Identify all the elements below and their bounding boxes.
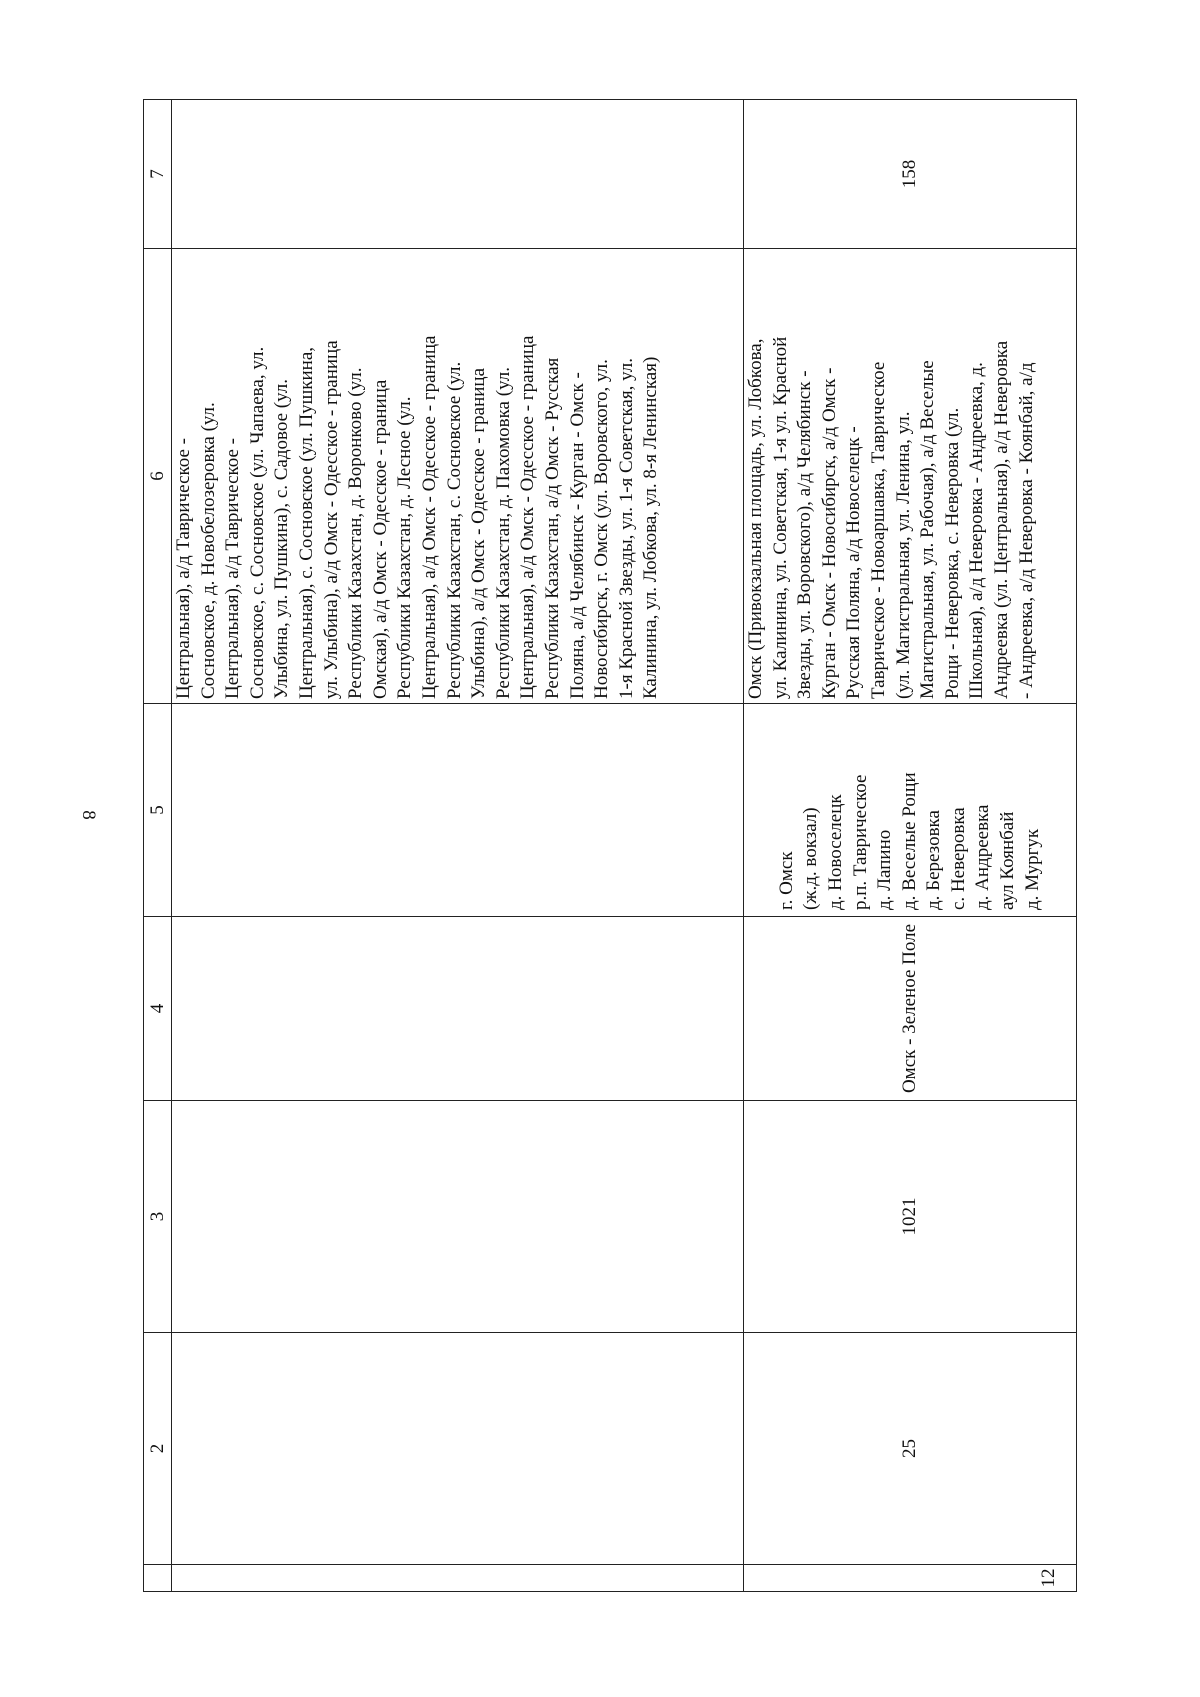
route-line: ул. Улыбина), а/д Омск - Одесское - граница xyxy=(320,340,342,699)
header-row xyxy=(144,100,172,1592)
col3-cell xyxy=(172,1101,744,1333)
stops-cell xyxy=(744,704,1077,917)
route-line: Улыбина, ул. Пушкина), с. Садовое (ул. xyxy=(271,378,293,699)
header-cell-6: 6 xyxy=(144,249,172,704)
route-line: 1-я Красной Звезды, ул. 1-я Советская, ул. xyxy=(615,358,637,699)
route-name-cell: Омск - Зеленое Поле xyxy=(744,917,1077,1101)
stop-item: д. Андреевка xyxy=(972,804,994,910)
route-line: Новосибирск, г. Омск (ул. Воровского, ул. xyxy=(591,359,613,699)
route-line: - Андреевка, а/д Неверовка - Коянбай, а/д xyxy=(1015,362,1037,699)
table-row xyxy=(172,100,744,1592)
stop-item: р.п. Таврическое xyxy=(849,774,871,910)
header-cell-5: 5 xyxy=(144,704,172,917)
route-line: Центральная), с. Сосновское (ул. Пушкина, xyxy=(295,346,317,699)
col2-cell xyxy=(172,1333,744,1565)
header-cell-7: 7 xyxy=(144,100,172,249)
route-line: Омск (Привокзальная площадь, ул. Лобкова, xyxy=(745,338,766,699)
route-line: Школьная), а/д Неверовка - Андреевка, д. xyxy=(966,362,988,699)
route-line: Звезды, ул. Воровского), а/д Челябинск - xyxy=(794,370,816,699)
route-number: 12 xyxy=(1038,1568,1060,1588)
route-line: Калинина, ул. Лобкова, ул. 8-я Ленинская) xyxy=(640,356,662,699)
col2-cell: 25 xyxy=(744,1333,1077,1565)
stop-item: д. Лапино xyxy=(874,829,896,910)
header-cell-2: 2 xyxy=(144,1333,172,1565)
route-line: (ул. Магистральная, ул. Ленина, ул. xyxy=(892,411,914,699)
col3-cell: 1021 xyxy=(744,1101,1077,1333)
stops-cell xyxy=(172,704,744,917)
header-cell-1 xyxy=(144,1565,172,1592)
route-line: Республики Казахстан, д. Воронково (ул. xyxy=(345,367,367,699)
header-cell-3: 3 xyxy=(144,1101,172,1333)
route-line: Поляна, а/д Челябинск - Курган - Омск - xyxy=(566,372,588,699)
col7-cell: 158 xyxy=(744,100,1077,249)
stop-item: д. Новоселецк xyxy=(824,794,846,910)
stop-item: г. Омск xyxy=(775,851,797,910)
route-line: Центральная), а/д Омск - Одесское - граница xyxy=(517,335,539,699)
stop-item: д. Березовка xyxy=(923,810,945,910)
route-line: Андреевка (ул. Центральная), а/д Неверовка xyxy=(990,340,1012,699)
stop-item: с. Неверовка xyxy=(947,807,969,910)
route-number-cell xyxy=(744,1565,1077,1592)
route-line: Республики Казахстан, д. Лесное (ул. xyxy=(394,396,416,699)
route-line: Рощи - Неверовка, с. Неверовка (ул. xyxy=(941,407,963,699)
route-name-cell xyxy=(172,917,744,1101)
col7-cell xyxy=(172,100,744,249)
stop-item: (ж.д. вокзал) xyxy=(800,807,822,910)
route-line: ул. Калинина, ул. Советская, 1-я ул. Красной xyxy=(769,336,791,699)
stop-item: аул Коянбай xyxy=(997,811,1019,910)
route-line: Таврическое - Новоаршавка, Таврическое xyxy=(867,361,889,699)
route-line: Улыбина), а/д Омск - Одесское - граница xyxy=(468,367,490,699)
route-line: Республики Казахстан, д. Пахомовка (ул. xyxy=(492,367,514,699)
stop-item: д. Веселые Рощи xyxy=(898,772,920,910)
route-line: Центральная), а/д Таврическое - xyxy=(173,437,194,699)
route-number-cell xyxy=(172,1565,744,1592)
route-line: Русская Поляна, а/д Новоселецк - xyxy=(843,426,865,699)
route-line: Сосновское, с. Сосновское (ул. Чапаева, ул. xyxy=(246,346,268,699)
route-line: Магистральная, ул. Рабочая), а/д Веселые xyxy=(917,360,939,699)
route-description-cell xyxy=(744,249,1077,704)
header-cell-4: 4 xyxy=(144,917,172,1101)
table-row xyxy=(744,100,1077,1592)
route-line: Республики Казахстан, с. Сосновское (ул. xyxy=(443,361,465,699)
route-schedule-table xyxy=(143,99,1077,1592)
stop-item: д. Мургук xyxy=(1021,828,1043,910)
route-line: Сосновское, д. Новобелозеровка (ул. xyxy=(197,402,219,699)
route-line: Курган - Омск - Новосибирск, а/д Омск - xyxy=(818,367,840,699)
route-line: Омская), а/д Омск - Одесское - граница xyxy=(369,379,391,699)
route-description-cell xyxy=(172,249,744,704)
route-line: Центральная), а/д Таврическое - xyxy=(222,437,244,699)
page-number: 8 xyxy=(78,810,99,820)
route-line: Центральная), а/д Омск - Одесское - граница xyxy=(418,335,440,699)
route-line: Республики Казахстан, а/д Омск - Русская xyxy=(541,357,563,699)
rotated-table-wrapper xyxy=(143,100,1075,1592)
